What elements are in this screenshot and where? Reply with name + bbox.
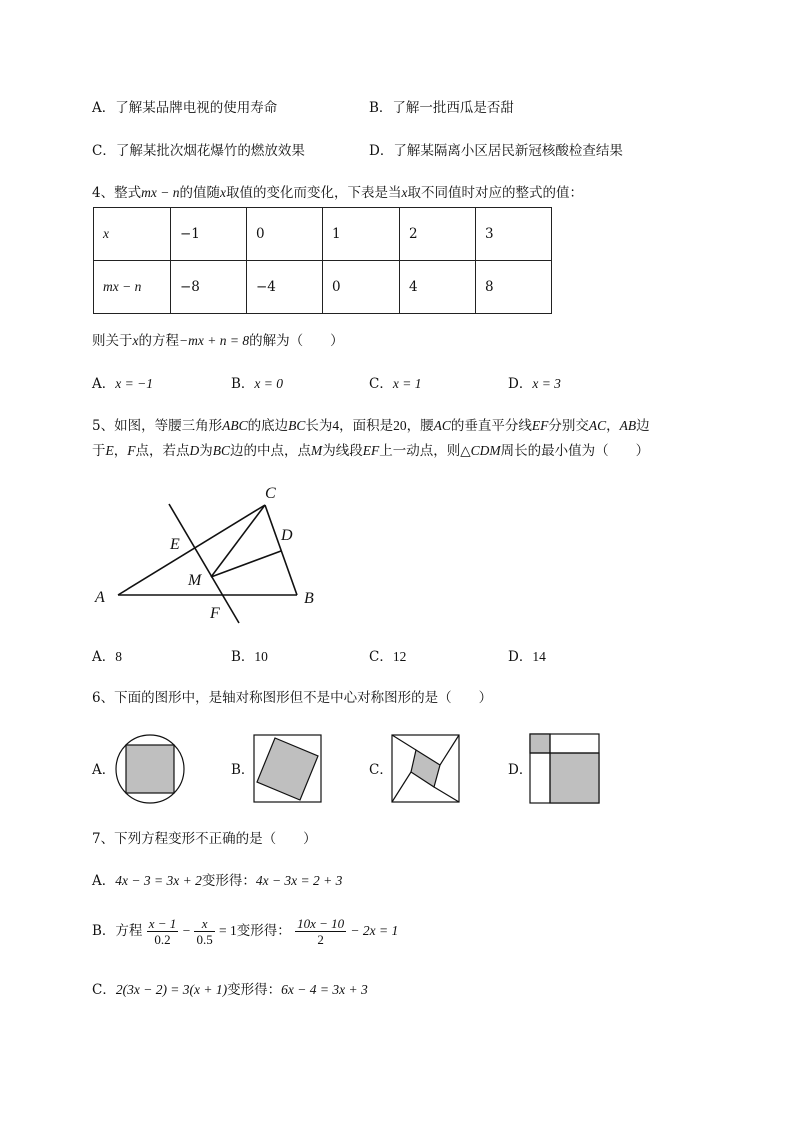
q4-equation: −mx + n = 8 — [179, 333, 250, 348]
q4-option-d: D．x = 3 — [508, 376, 561, 392]
q6-figure-c — [391, 734, 461, 804]
table-row — [94, 261, 552, 314]
table-cell: 1 — [323, 208, 400, 261]
q4-var-x: x — [219, 185, 226, 200]
q4-text-3: 取不同值时对应的整式的值： — [407, 185, 583, 201]
fraction: $\frac{x - 1}{0.2}$ — [148, 916, 177, 947]
q3-option-a: A．了解某品牌电视的使用寿命 — [92, 100, 278, 116]
label-c: C — [265, 485, 276, 502]
q7-option-c: C．2(3x − 2) = 3(x + 1)变形得：6x − 4 = 3x + 3 — [92, 982, 368, 998]
fraction: $\frac{x}{0.5}$ — [196, 916, 213, 947]
q5-option-c: C．12 — [369, 649, 407, 665]
table-cell: −8 — [171, 261, 247, 314]
table-cell: 8 — [476, 261, 552, 314]
table-cell: 0 — [323, 261, 400, 314]
q7-stem: 7、下列方程变形不正确的是（ ） — [92, 831, 317, 847]
q6-stem: 6、下面的图形中，是轴对称图形但不是中心对称图形的是（ ） — [92, 690, 493, 706]
line-ef — [169, 504, 239, 623]
q5-triangle-figure — [85, 478, 345, 638]
q6-option-a-label: A． — [92, 762, 116, 778]
label-b: B — [304, 590, 314, 607]
q3-option-c: C．了解某批次烟花爆竹的燃放效果 — [92, 143, 305, 159]
q4-ask-prefix: 则关于 — [92, 333, 133, 349]
q4-ask-mid: 的方程 — [138, 333, 179, 349]
q4-var-x-2: x — [401, 185, 408, 200]
table-header-x: x — [94, 208, 171, 261]
fraction: $\frac{10x - 10}{2}$ — [297, 916, 345, 947]
q5-stem-line-1: 5、如图，等腰三角形ABC的底边BC长为4，面积是20，腰AC的垂直平分线EF分别交AC，AB边 — [92, 418, 650, 434]
q4-option-a: A．x = −1 — [92, 376, 153, 392]
q4-text-2: 取值的变化而变化，下表是当 — [225, 185, 402, 201]
table-header-expr: mx − n — [94, 261, 171, 314]
q6-figure-a — [114, 733, 186, 805]
q5-stem-line-2: 于E，F点，若点D为BC边的中点，点M为线段EF上一动点，则△CDM周长的最小值为（ ） — [92, 443, 650, 459]
q7-option-a: A．4x − 3 = 3x + 2变形得：4x − 3x = 2 + 3 — [92, 873, 343, 889]
q4-number: 4、整式 — [92, 185, 142, 201]
q3-option-b: B．了解一批西瓜是否甜 — [369, 100, 514, 116]
table-cell: −4 — [247, 261, 323, 314]
segment-cb — [265, 505, 297, 595]
q4-expression: mx − n — [141, 185, 180, 200]
label-a: A — [95, 589, 105, 606]
label-f: F — [210, 605, 220, 622]
table-cell: 0 — [247, 208, 323, 261]
table-row — [94, 208, 552, 261]
label-e: E — [170, 536, 180, 553]
q4-text-1: 的值随 — [179, 185, 220, 201]
label-d: D — [281, 527, 293, 544]
q6-option-c-label: C． — [369, 762, 393, 778]
q4-ask-var: x — [132, 333, 139, 348]
q4-ask-suffix: 的解为（ ） — [249, 333, 344, 349]
q6-option-d-label: D． — [508, 762, 533, 778]
q5-option-d: D．14 — [508, 649, 546, 665]
table-cell: 3 — [476, 208, 552, 261]
q4-option-c: C．x = 1 — [369, 376, 422, 392]
q6-option-b-label: B． — [231, 762, 255, 778]
q4-value-table — [93, 207, 552, 314]
q4-stem — [92, 183, 583, 203]
q7-option-b: B．方程 $\frac{x - 1}{0.2}$ − $\frac{x}{0.5}$ = 1变形得： $\frac{10x - 10}{2}$ − 2x = 1 — [92, 916, 399, 947]
q4-question — [92, 331, 344, 351]
q3-option-d: D．了解某隔离小区居民新冠核酸检查结果 — [369, 143, 623, 159]
q5-option-a: A．8 — [92, 649, 122, 665]
table-cell: 2 — [400, 208, 476, 261]
table-cell: −1 — [171, 208, 247, 261]
table-cell: 4 — [400, 261, 476, 314]
q6-figure-b — [253, 734, 323, 804]
label-m: M — [188, 572, 202, 589]
q4-option-b: B．x = 0 — [231, 376, 284, 392]
q5-option-b: B．10 — [231, 649, 268, 665]
q6-figure-d — [529, 733, 601, 805]
